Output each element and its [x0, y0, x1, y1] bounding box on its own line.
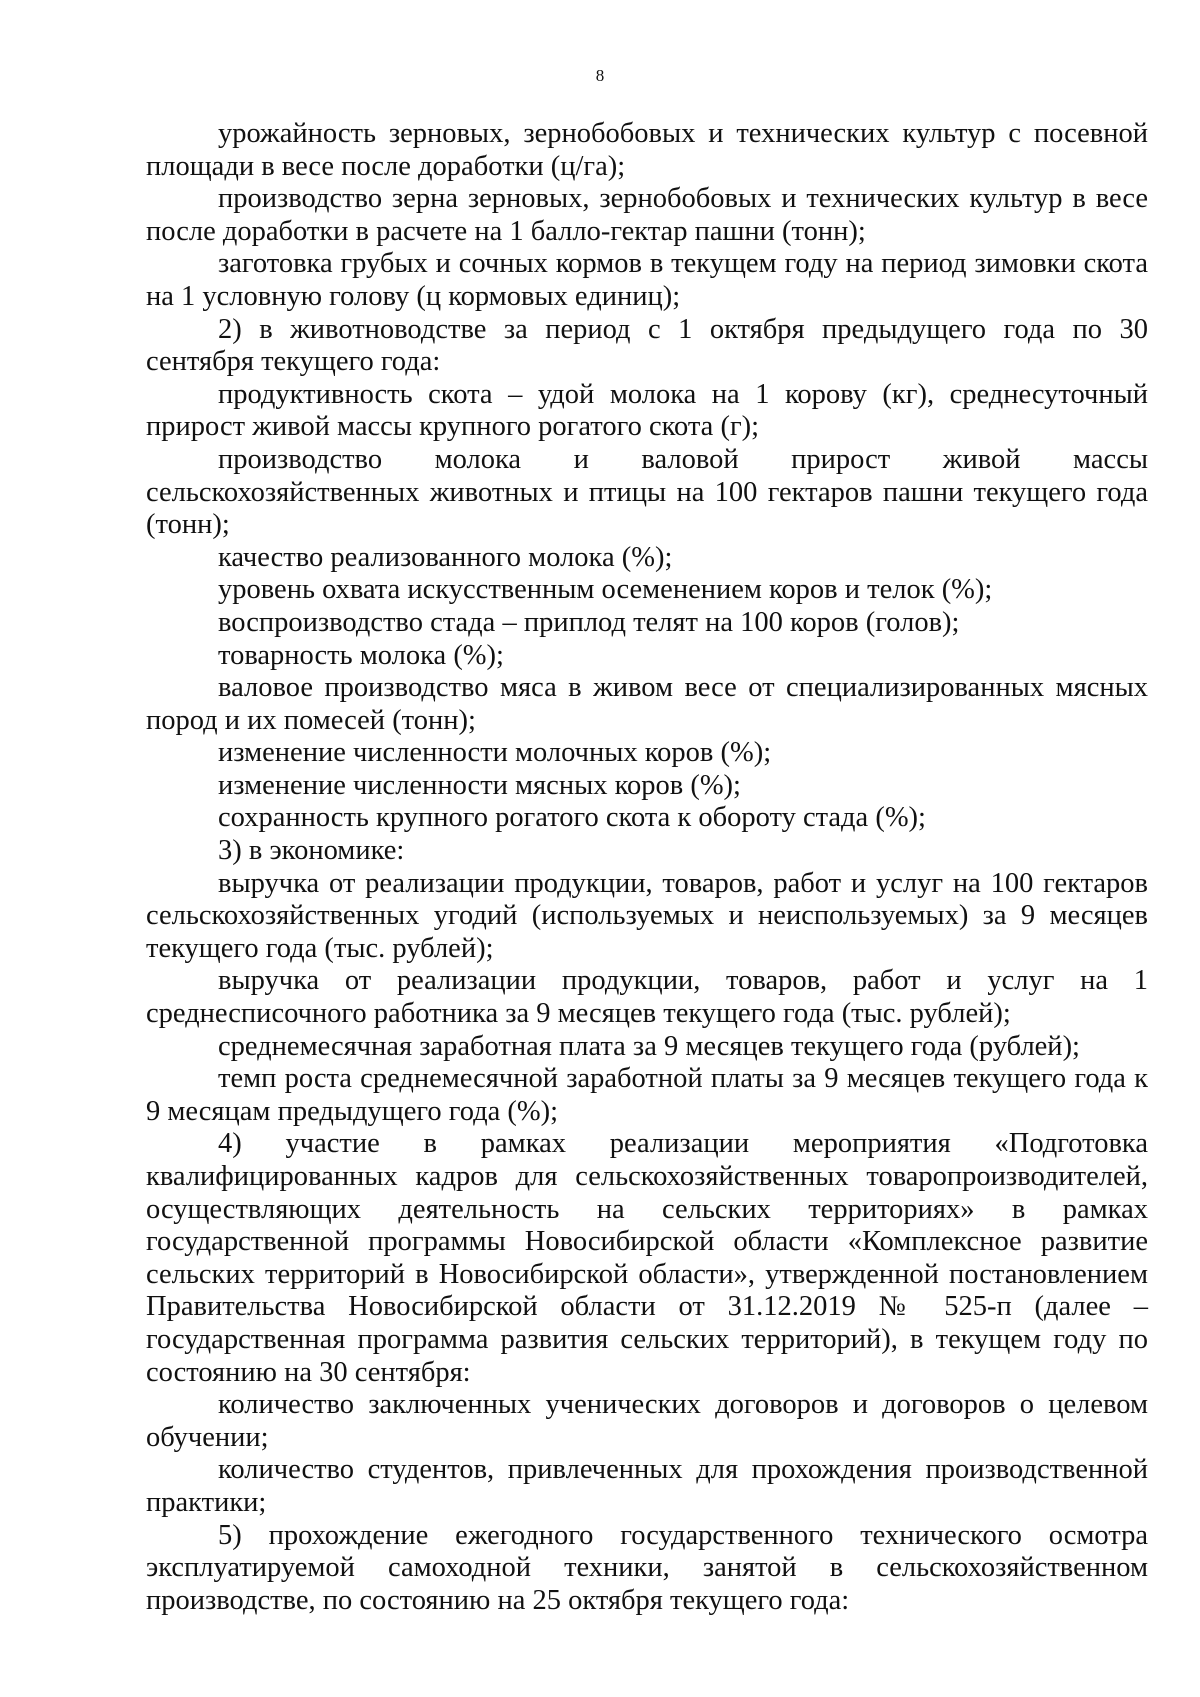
paragraph: количество студентов, привлеченных для прохождения производственной практики; — [146, 1454, 1148, 1518]
paragraph: качество реализованного молока (%); — [218, 541, 673, 573]
page-number: 8 — [595, 66, 605, 85]
paragraph: продуктивность скота – удой молока на 1 корову (кг), среднесуточный прирост живой массы крупного рогатого скота (г); — [146, 378, 1148, 443]
paragraph: товарность молока (%); — [218, 639, 504, 671]
paragraph: 3) в экономике: — [218, 835, 405, 867]
paragraph: 5) прохождение ежегодного государственного технического осмотра эксплуатируемой самоходной техники, занятой в сельскохозяйственном производстве, по состоянию на 25 октября текущего года: — [146, 1519, 1148, 1616]
paragraph: производство зерна зерновых, зернобобовых и технических культур в весе после доработки в расчете на 1 балло-гектар пашни (тонн); — [146, 183, 1148, 247]
paragraph: заготовка грубых и сочных кормов в текущем году на период зимовки скота на 1 условную голову (ц кормовых единиц); — [146, 248, 1148, 312]
paragraph: 4) участие в рамках реализации мероприятия «Подготовка квалифицированных кадров для сельскохозяйственных товаропроизводителей, осуществляющих деятельность на сельских территориях» в рамках государственной программы Новосибирской области «Комплексное развитие сельских территорий в Новосибирской области», утвержденной постановлением Правительства Новосибирской области от 31.12.2019 № 525-п (далее – государственная программа развития сельских территорий), в текущем году по состоянию на 30 сентября: — [146, 1128, 1148, 1388]
paragraph: 2) в животноводстве за период с 1 октября предыдущего года по 30 сентября текущего года: — [146, 313, 1148, 378]
paragraph: выручка от реализации продукции, товаров, работ и услуг на 1 среднесписочного работника за 9 месяцев текущего года (тыс. рублей); — [146, 965, 1148, 1030]
paragraph: сохранность крупного рогатого скота к обороту стада (%); — [218, 802, 926, 834]
paragraph: количество заключенных ученических договоров и договоров о целевом обучении; — [146, 1389, 1148, 1453]
paragraph: изменение численности молочных коров (%); — [218, 737, 772, 769]
paragraph: воспроизводство стада – приплод телят на 100 коров (голов); — [218, 606, 960, 638]
paragraph: темп роста среднемесячной заработной платы за 9 месяцев текущего года к 9 месяцам предыдущего года (%); — [146, 1063, 1148, 1127]
document-body — [146, 118, 1148, 1617]
paragraph: валовое производство мяса в живом весе от специализированных мясных пород и их помесей (тонн); — [146, 672, 1148, 736]
paragraph: выручка от реализации продукции, товаров, работ и услуг на 100 гектаров сельскохозяйственных угодий (используемых и неиспользуемых) за 9 месяцев текущего года (тыс. рублей); — [146, 867, 1148, 964]
paragraph: уровень охвата искусственным осеменением коров и телок (%); — [218, 574, 993, 606]
paragraph: среднемесячная заработная плата за 9 месяцев текущего года (рублей); — [218, 1030, 1080, 1062]
paragraph: урожайность зерновых, зернобобовых и технических культур с посевной площади в весе после доработки (ц/га); — [146, 118, 1148, 182]
paragraph: изменение численности мясных коров (%); — [218, 769, 741, 801]
paragraph: производство молока и валовой прирост живой массы сельскохозяйственных животных и птицы на 100 гектаров пашни текущего года (тонн); — [146, 443, 1148, 541]
